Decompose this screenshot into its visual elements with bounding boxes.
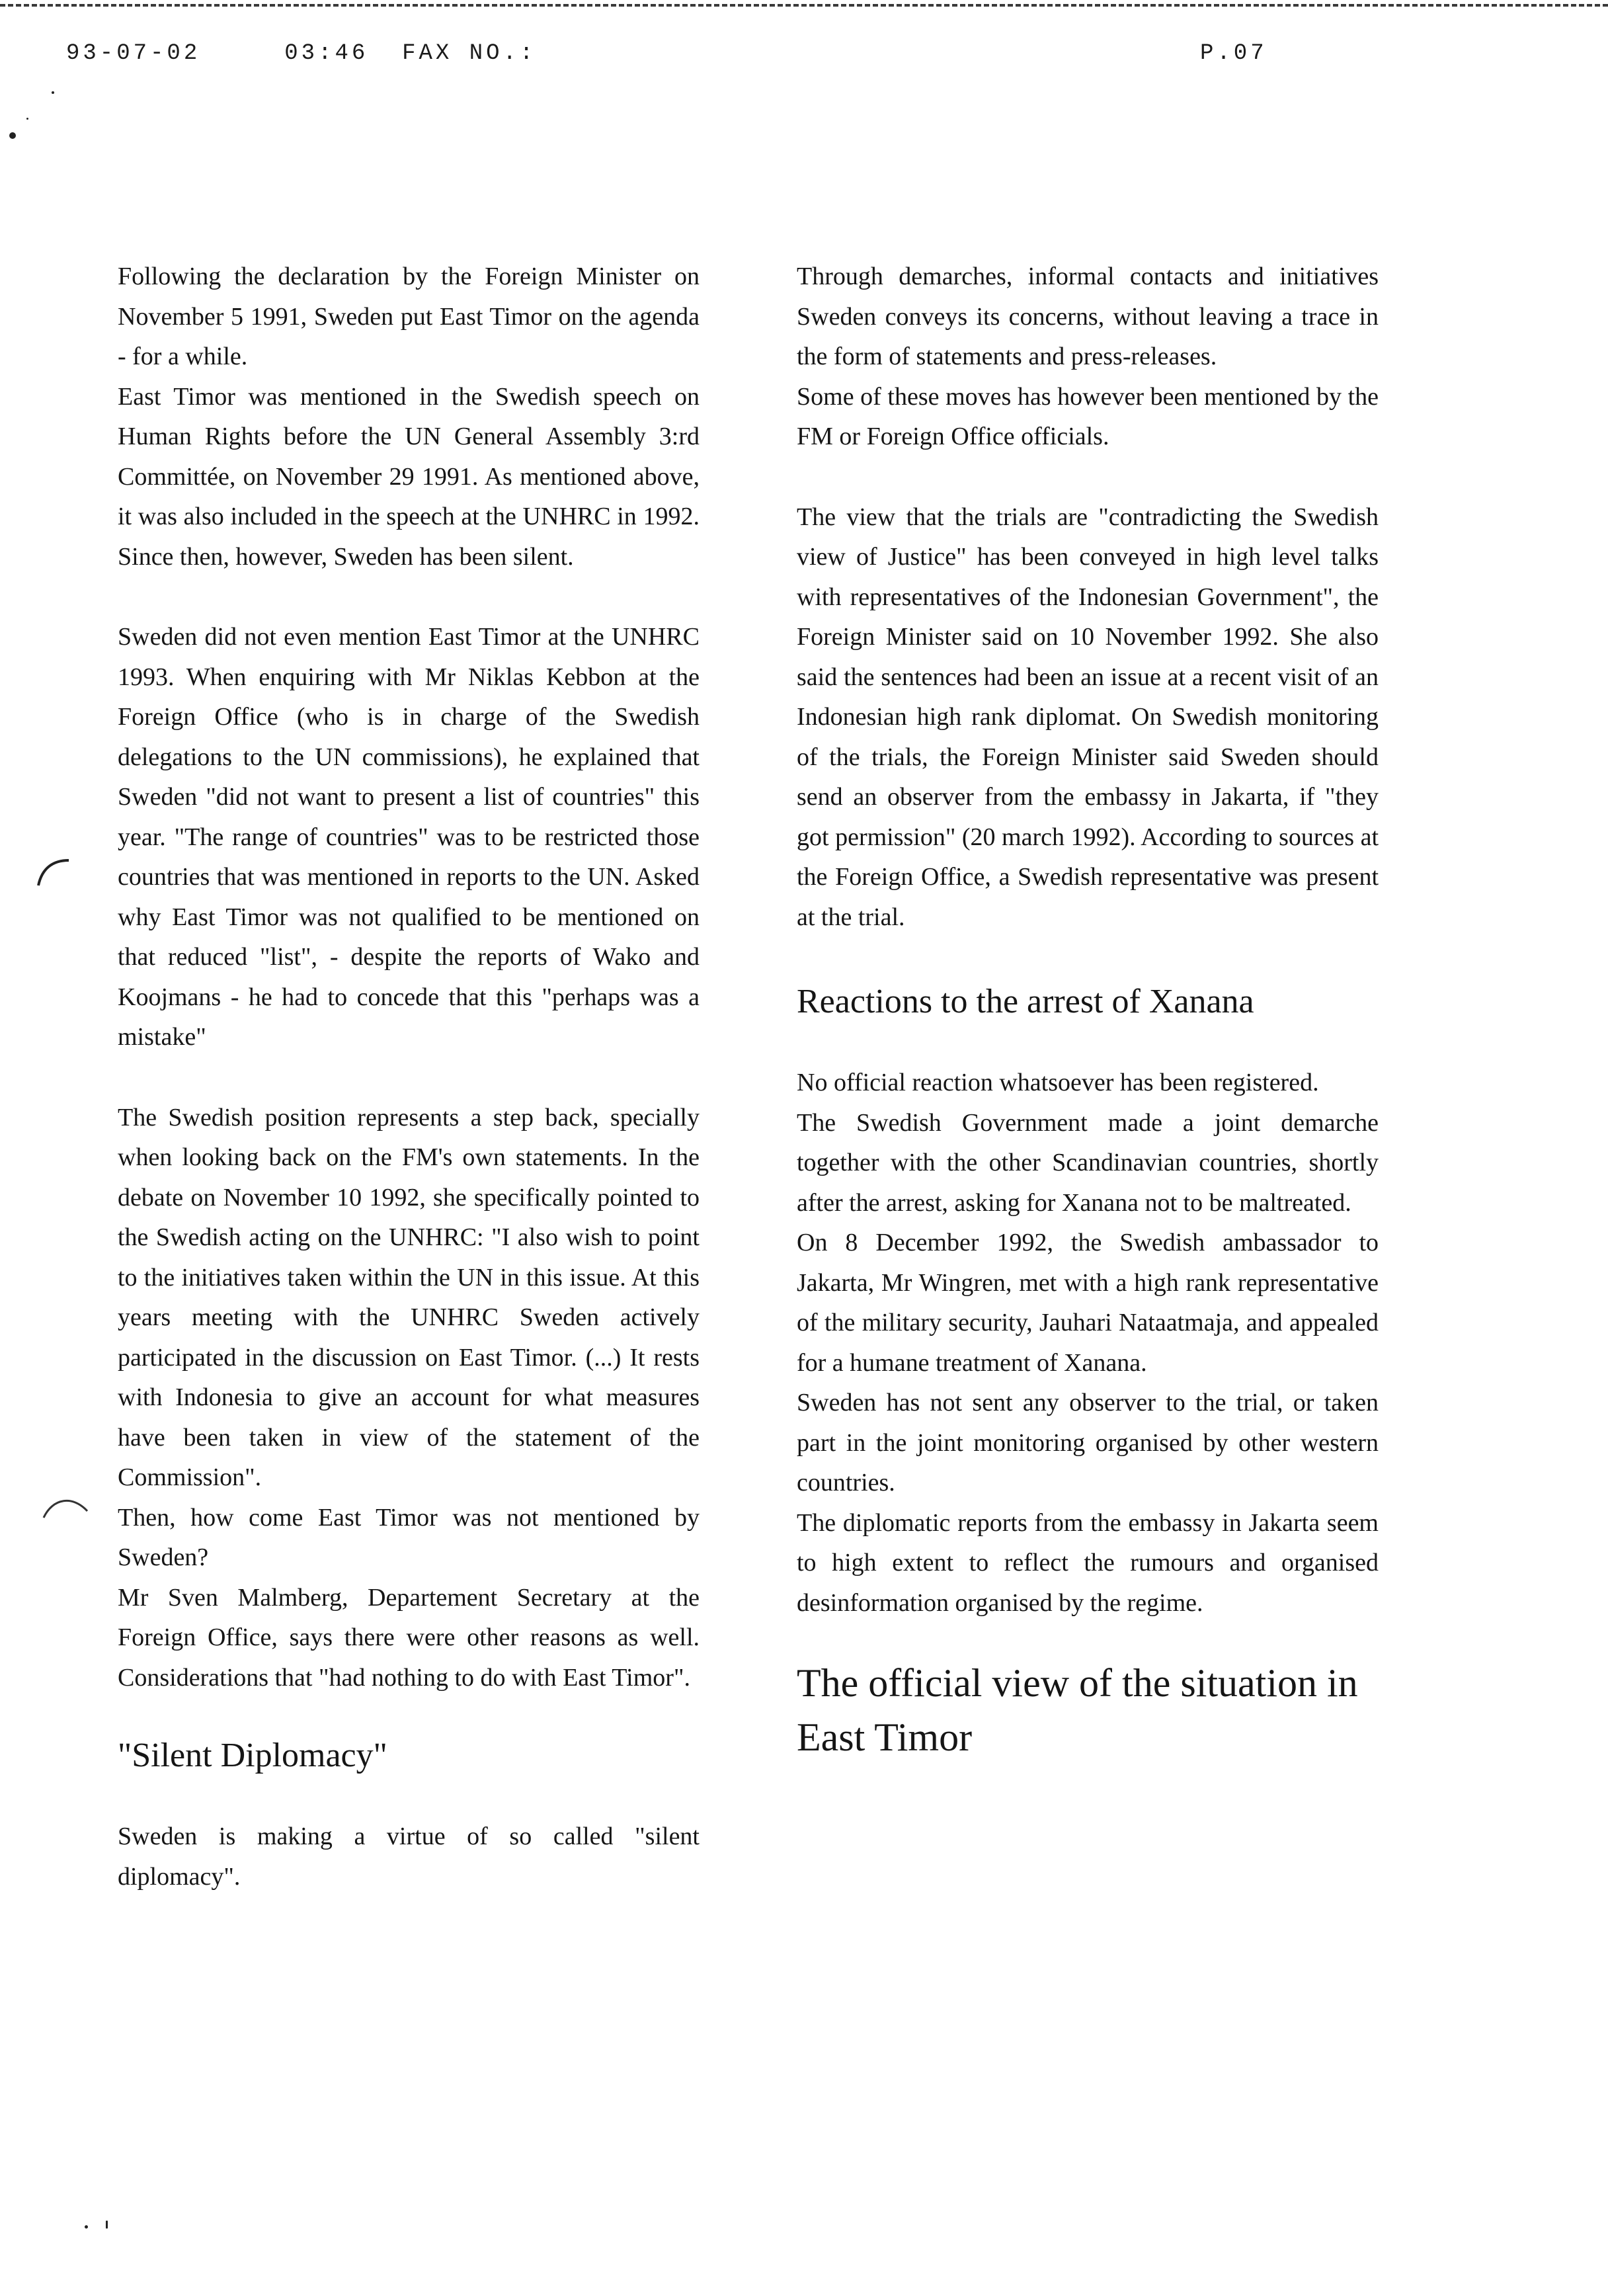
paragraph: Through demarches, informal contacts and initiatives Sweden conveys its concerns, without leaving a trace in the form of statements and press-releases.	[797, 263, 1379, 370]
scan-speck	[106, 2221, 108, 2229]
scan-speck	[9, 132, 16, 139]
margin-bracket-mark	[34, 856, 74, 896]
paragraph: The Swedish Government made a joint demarche together with the other Scandinavian countries, shortly after the arrest, asking for Xanana not to be maltreated.	[797, 1108, 1379, 1217]
paragraph: Sweden did not even mention East Timor at the UNHRC 1993. When enquiring with Mr Niklas Kebbon at the Foreign Office (who is in charge of the Swedish delegations to the UN commissions), he explained that Sweden "did not want to present a list of countries" this year. "The range of countries" was to be restricted those countries that was mentioned in reports to the UN. Asked why East Timor was not qualified to be mentioned on that reduced "list", - despite the reports of Wako and Koojmans - he had to concede that this "perhaps was a mistake"	[118, 623, 700, 1051]
paragraph: Some of these moves has however been mentioned by the FM or Foreign Office officials.	[797, 382, 1379, 450]
margin-arc-mark	[40, 1491, 93, 1524]
scan-speck	[52, 91, 54, 94]
fax-number-label: FAX NO.:	[402, 41, 537, 66]
paragraph: No official reaction whatsoever has been registered.	[797, 1069, 1319, 1096]
paragraph: On 8 December 1992, the Swedish ambassador to Jakarta, Mr Wingren, met with a high rank representative of the military security, Jauhari Nataatmaja, and appealed for a humane treatment of Xanana.	[797, 1229, 1379, 1377]
fax-tear-line	[0, 4, 1608, 7]
scan-speck	[26, 118, 28, 120]
fax-time: 03:46	[284, 41, 369, 66]
fax-header	[66, 41, 536, 66]
paragraph: The view that the trials are "contradicting the Swedish view of Justice" has been conveyed in high level talks with representatives of the Indonesian Government", the Foreign Minister said on 10 November 1992. She also said the sentences had been an issue at a recent visit of an Indonesian high rank diplomat. On Swedish monitoring of the trials, the Foreign Minister said Sweden should send an observer from the embassy in Jakarta, if "they got permission" (20 march 1992). According to sources at the Foreign Office, a Swedish representative was present at the trial.	[797, 503, 1379, 931]
section-heading-official-view: The official view of the situation in East Timor	[797, 1661, 1358, 1759]
left-column	[118, 257, 700, 1897]
section-heading-xanana: Reactions to the arrest of Xanana	[797, 983, 1254, 1020]
paragraph: East Timor was mentioned in the Swedish speech on Human Rights before the UN General Assembly 3:rd Committée, on November 29 1991. As mentioned above, it was also included in the speech at the UNHRC in 1992. Since then, however, Sweden has been silent.	[118, 382, 700, 571]
paragraph: Then, how come East Timor was not mentioned by Sweden?	[118, 1503, 700, 1571]
paragraph: The Swedish position represents a step back, specially when looking back on the FM's own statements. In the debate on November 10 1992, she specifically pointed to the Swedish acting on the UNHRC: "I also wish to point to the initiatives taken within the UN in this issue. At this years meeting with the UNHRC Sweden actively participated in the discussion on East Timor. (...) It rests with Indonesia to give an account for what measures have been taken in view of the statement of the Commission".	[118, 1103, 700, 1491]
paragraph: Sweden has not sent any observer to the trial, or taken part in the joint monitoring organised by other western countries.	[797, 1389, 1379, 1496]
right-column	[797, 257, 1379, 1764]
section-heading-silent-diplomacy: "Silent Diplomacy"	[118, 1737, 387, 1774]
paragraph: The diplomatic reports from the embassy in Jakarta seem to high extent to reflect the rumours and organised desinformation organised by the regime.	[797, 1508, 1379, 1617]
paragraph: Following the declaration by the Foreign Minister on November 5 1991, Sweden put East Timor on the agenda - for a while.	[118, 263, 700, 370]
paragraph: Sweden is making a virtue of so called "silent diplomacy".	[118, 1823, 700, 1891]
scan-speck	[85, 2225, 88, 2229]
fax-page-number: P.07	[1200, 41, 1267, 66]
fax-date: 93-07-02	[66, 41, 201, 66]
paragraph: Mr Sven Malmberg, Departement Secretary at the Foreign Office, says there were other reasons as well. Considerations that "had nothing to do with East Timor".	[118, 1583, 700, 1692]
